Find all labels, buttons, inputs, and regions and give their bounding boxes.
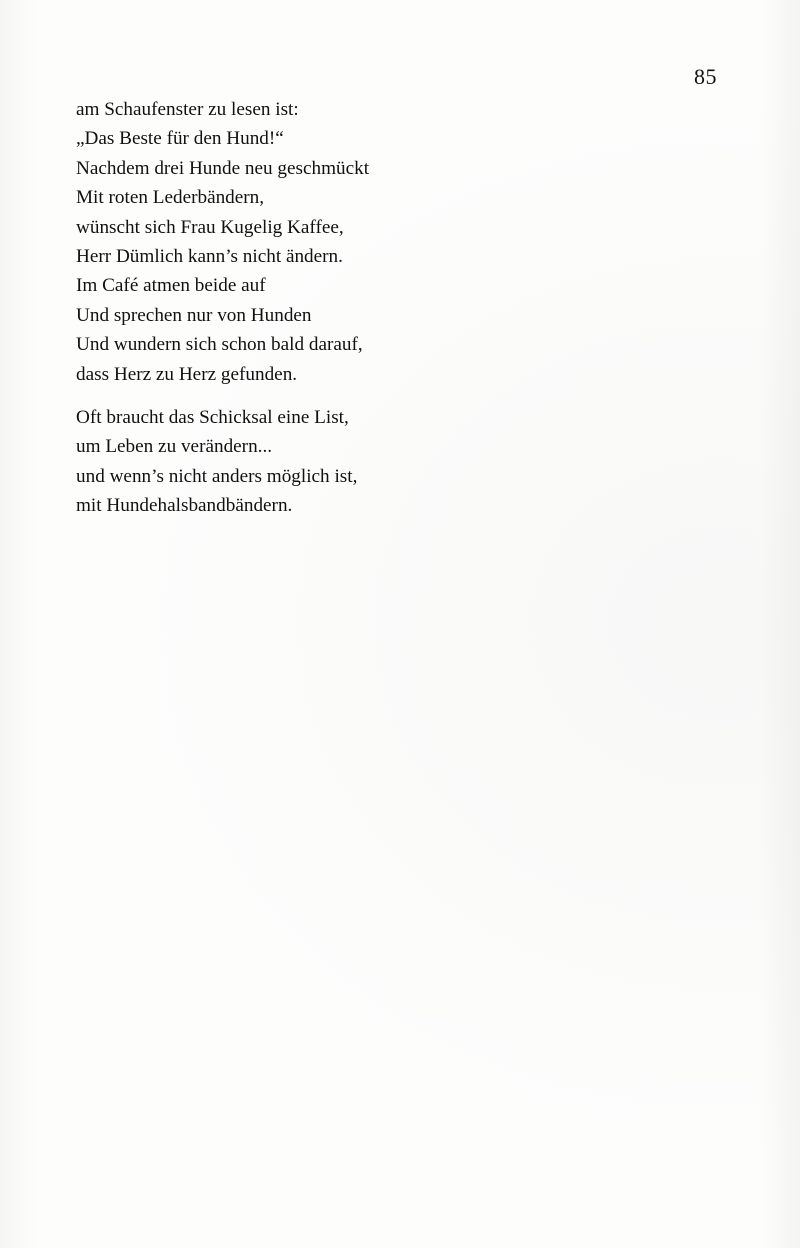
stanza-2 <box>76 403 596 521</box>
poem-line: und wenn’s nicht anders möglich ist, <box>76 465 358 487</box>
poem-line: Mit roten Lederbändern, <box>76 187 265 209</box>
poem-line: Und sprechen nur von Hunden <box>76 304 312 326</box>
poem-line: am Schaufenster zu lesen ist: <box>76 99 299 120</box>
poem-line: Herr Dümlich kann’s nicht ändern. <box>76 246 343 268</box>
poem-line: dass Herz zu Herz gefunden. <box>76 363 298 385</box>
poem-line: mit Hundehalsbandbändern. <box>76 495 293 517</box>
poem-line: um Leben zu verändern... <box>76 436 273 458</box>
poem-line: Oft braucht das Schicksal eine List, <box>76 407 349 429</box>
stanza-1 <box>76 95 596 389</box>
poem-line: Nachdem drei Hunde neu geschmückt <box>76 157 370 179</box>
poem-line: wünscht sich Frau Kugelig Kaffee, <box>76 216 344 238</box>
poem <box>76 95 596 521</box>
poem-line: Im Café atmen beide auf <box>76 275 266 297</box>
page-number: 85 <box>694 64 717 89</box>
poem-line: „Das Beste für den Hund!“ <box>76 128 284 150</box>
poem-line: Und wundern sich schon bald darauf, <box>76 334 363 356</box>
